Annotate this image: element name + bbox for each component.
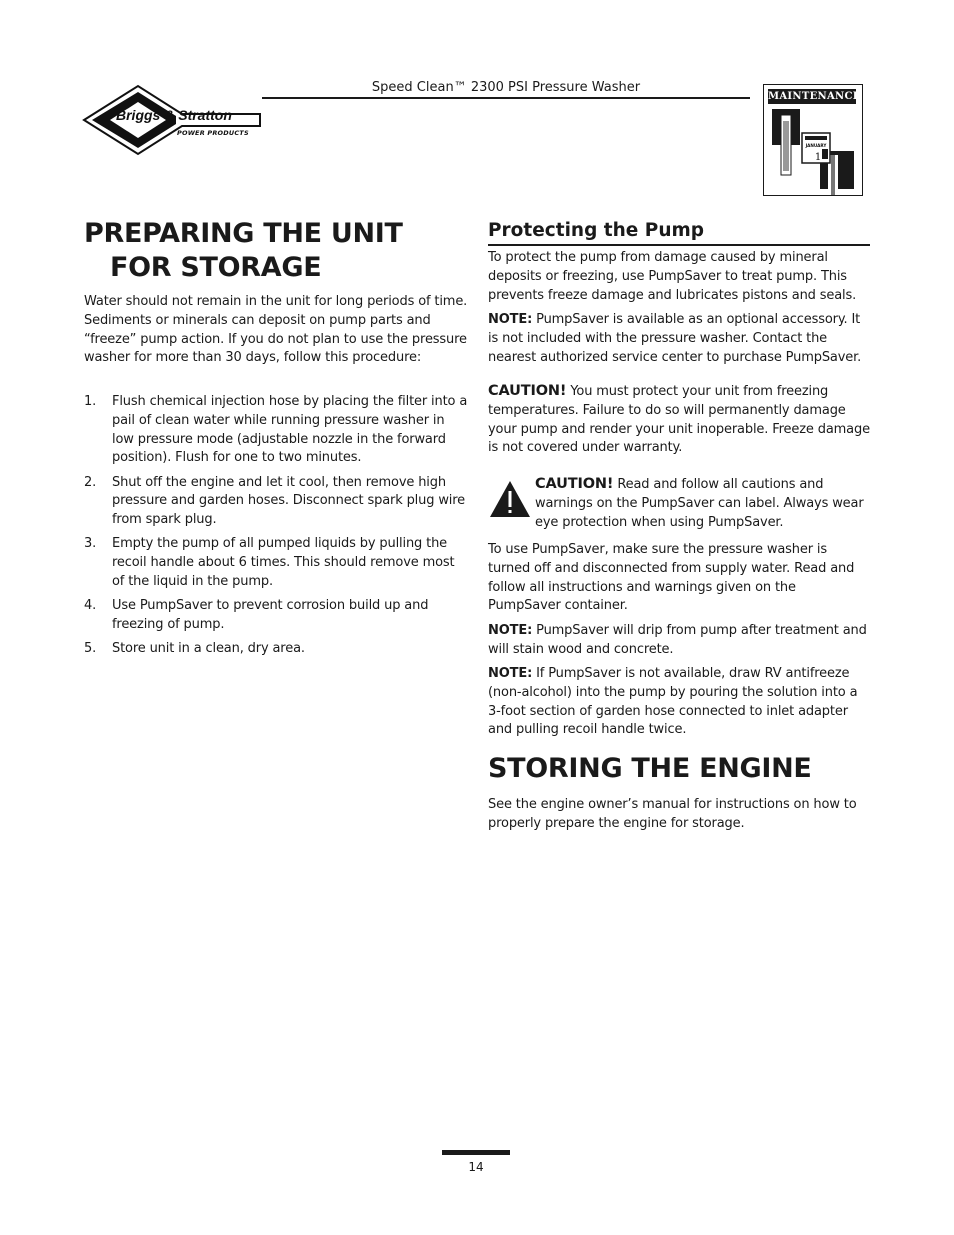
- logo-brand-text: Briggs & Stratton: [116, 107, 232, 123]
- engine-text: See the engine owner’s manual for instructions on how to properly prepare the engine for storage.: [488, 797, 857, 831]
- pumpsaver-usage: To use PumpSaver, make sure the pressure washer is turned off and disconnected from supply water. Read and follow all instructions and warnings given on the PumpSaver container.: [488, 542, 855, 614]
- caution-freezing: CAUTION! You must protect your unit from freezing temperatures. Failure to do so will permanently damage your pump and render your unit inoperable. Freeze damage is not covered under warranty.: [488, 383, 870, 456]
- storage-steps: [84, 393, 468, 664]
- caution-label-warning: CAUTION! Read and follow all cautions and warnings on the PumpSaver can label. Always wear eye protection when using PumpSaver.: [535, 476, 864, 530]
- warning-triangle-icon: [488, 479, 532, 519]
- note-antifreeze: NOTE: If PumpSaver is not available, draw RV antifreeze (non-alcohol) into the pump by pouring the solution into a 3-foot section of garden hose connected to inlet adapter and pulling recoil handle twice.: [488, 666, 858, 738]
- calendar-month: JANUARY: [805, 143, 827, 148]
- list-item: 4. Use PumpSaver to prevent corrosion build up and freezing of pump.: [84, 598, 429, 632]
- list-item: 5. Store unit in a clean, dry area.: [84, 641, 305, 657]
- pump-heading: Protecting the Pump: [488, 220, 705, 241]
- header-rule: [262, 97, 750, 99]
- maintenance-wrench-calendar-icon: [764, 85, 862, 195]
- engine-heading: STORING THE ENGINE: [488, 753, 812, 784]
- storage-intro: Water should not remain in the unit for long periods of time. Sediments or minerals can deposit on pump parts and “freeze” pump action. If you do not plan to use the pressure washer for more than 30 days, follow this procedure:: [84, 294, 468, 366]
- logo-sub-text: POWER PRODUCTS: [177, 129, 249, 137]
- calendar-day: 1: [814, 152, 822, 163]
- footer-bar: [442, 1150, 510, 1155]
- note-drip: NOTE: PumpSaver will drip from pump after treatment and will stain wood and concrete.: [488, 623, 867, 657]
- document-title: Speed Clean™ 2300 PSI Pressure Washer: [371, 80, 641, 95]
- list-item: 2. Shut off the engine and let it cool, then remove high pressure and garden hoses. Disconnect spark plug wire from spark plug.: [84, 474, 466, 528]
- storage-heading-line1: PREPARING THE UNIT: [84, 218, 403, 249]
- maintenance-label: MAINTENANCE: [768, 91, 861, 102]
- page-number: 14: [468, 1160, 484, 1174]
- pump-intro: To protect the pump from damage caused by mineral deposits or freezing, use PumpSaver to treat pump. This prevents freeze damage and lubricates pistons and seals.: [488, 250, 857, 303]
- pump-heading-rule: [488, 244, 870, 246]
- maintenance-badge: [763, 84, 863, 196]
- storage-heading-line2: FOR STORAGE: [110, 252, 322, 283]
- list-item: 3. Empty the pump of all pumped liquids by pulling the recoil handle about 6 times. This should remove most of the liquid in the pump.: [84, 536, 455, 589]
- note-accessory: NOTE: PumpSaver is available as an optional accessory. It is not included with the pressure washer. Contact the nearest authorized service center to purchase PumpSaver.: [488, 312, 862, 365]
- list-item: 1. Flush chemical injection hose by placing the filter into a pail of clean water while running pressure washer in low pressure mode (adjustable nozzle in the forward position). Flush for one to two minutes.: [84, 394, 468, 466]
